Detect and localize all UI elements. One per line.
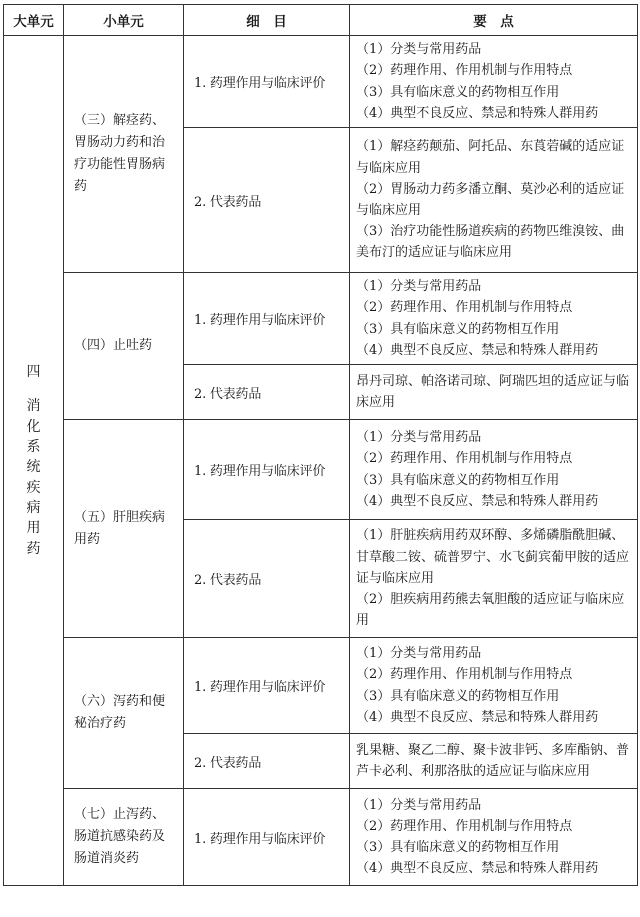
point-item: （3）治疗功能性肠道疾病的药物匹维溴铵、曲美布汀的适应证与临床应用 — [356, 224, 625, 261]
point-item: （1）分类与常用药品 — [356, 797, 482, 813]
detail-cell: 2. 代表药品 — [184, 365, 350, 420]
point-item: （4）典型不良反应、禁忌和特殊人群用药 — [356, 709, 599, 725]
point-item: （1）分类与常用药品 — [356, 42, 482, 58]
point-item: （3）具有临床意义的药物相互作用 — [356, 472, 560, 488]
big-unit-number: 四 — [26, 364, 41, 381]
header-points: 要 点 — [350, 5, 638, 36]
point-item: （3）具有临床意义的药物相互作用 — [356, 688, 560, 704]
big-unit-cell — [4, 36, 64, 886]
table-row — [4, 638, 638, 734]
points-cell — [350, 273, 638, 365]
detail-cell: 1. 药理作用与临床评价 — [184, 273, 350, 365]
header-big-unit: 大单元 — [4, 5, 64, 36]
point-item: （2）药理作用、作用机制与作用特点 — [356, 300, 573, 316]
points-cell: 乳果糖、聚乙二醇、聚卡波非钙、多库酯钠、普芦卡必利、利那洛肽的适应证与临床应用 — [350, 734, 638, 789]
point-item: （2）药理作用、作用机制与作用特点 — [356, 63, 573, 79]
point-item: （4）典型不良反应、禁忌和特殊人群用药 — [356, 342, 599, 358]
point-item: （4）典型不良反应、禁忌和特殊人群用药 — [356, 105, 599, 121]
sub-unit-cell: （四）止吐药 — [64, 273, 184, 420]
point-item: （2）胆疾病用药熊去氧胆酸的适应证与临床应用 — [356, 592, 625, 629]
table-row — [4, 789, 638, 886]
header-small-unit: 小单元 — [64, 5, 184, 36]
points-cell: 昂丹司琼、帕洛诺司琼、阿瑞匹坦的适应证与临床应用 — [350, 365, 638, 420]
table-row — [4, 273, 638, 365]
point-item: （1）肝脏疾病用药双环醇、多烯磷脂酰胆碱、甘草酸二铵、硫普罗宁、水飞蓟宾葡甲胺的适应证与临床应用 — [356, 528, 630, 586]
point-item: （2）药理作用、作用机制与作用特点 — [356, 818, 573, 834]
points-cell — [350, 128, 638, 273]
big-unit-char: 化 — [26, 418, 41, 435]
point-item: （1）解痉药颠茄、阿托品、东莨菪碱的适应证与临床应用 — [356, 139, 625, 176]
detail-cell: 2. 代表药品 — [184, 128, 350, 273]
detail-cell: 1. 药理作用与临床评价 — [184, 638, 350, 734]
points-cell — [350, 36, 638, 128]
big-unit-char: 消 — [26, 398, 41, 415]
sub-unit-cell: （五）肝胆疾病用药 — [64, 420, 184, 638]
big-unit-char: 病 — [26, 499, 41, 516]
big-unit-char: 用 — [26, 520, 41, 537]
header-detail: 细 目 — [184, 5, 350, 36]
big-unit-char: 统 — [26, 459, 41, 476]
syllabus-table — [3, 4, 638, 886]
point-item: （2）药理作用、作用机制与作用特点 — [356, 451, 573, 467]
sub-unit-cell: （三）解痉药、胃肠动力药和治疗功能性胃肠病药 — [64, 36, 184, 273]
table-row — [4, 420, 638, 520]
points-cell — [350, 638, 638, 734]
points-cell — [350, 789, 638, 886]
point-item: （4）典型不良反应、禁忌和特殊人群用药 — [356, 861, 599, 877]
point-item: （1）分类与常用药品 — [356, 646, 482, 662]
detail-cell: 1. 药理作用与临床评价 — [184, 36, 350, 128]
point-item: （4）典型不良反应、禁忌和特殊人群用药 — [356, 493, 599, 509]
detail-cell: 1. 药理作用与临床评价 — [184, 789, 350, 886]
points-cell — [350, 520, 638, 638]
header-row — [4, 5, 638, 36]
sub-unit-cell: （七）止泻药、肠道抗感染药及肠道消炎药 — [64, 789, 184, 886]
document-page — [3, 4, 637, 912]
point-item: （2）胃肠动力药多潘立酮、莫沙必利的适应证与临床应用 — [356, 181, 625, 218]
point-item: （3）具有临床意义的药物相互作用 — [356, 84, 560, 100]
points-cell — [350, 420, 638, 520]
point-item: （3）具有临床意义的药物相互作用 — [356, 840, 560, 855]
point-item: （3）具有临床意义的药物相互作用 — [356, 321, 560, 337]
big-unit-char: 疾 — [26, 479, 41, 496]
table-row — [4, 36, 638, 128]
detail-cell: 2. 代表药品 — [184, 734, 350, 789]
point-item: （2）药理作用、作用机制与作用特点 — [356, 667, 573, 683]
big-unit-char: 药 — [26, 540, 41, 557]
sub-unit-cell: （六）泻药和便秘治疗药 — [64, 638, 184, 789]
detail-cell: 2. 代表药品 — [184, 520, 350, 638]
detail-cell: 1. 药理作用与临床评价 — [184, 420, 350, 520]
point-item: （1）分类与常用药品 — [356, 430, 482, 446]
point-item: （1）分类与常用药品 — [356, 279, 482, 295]
big-unit-char: 系 — [26, 439, 41, 456]
